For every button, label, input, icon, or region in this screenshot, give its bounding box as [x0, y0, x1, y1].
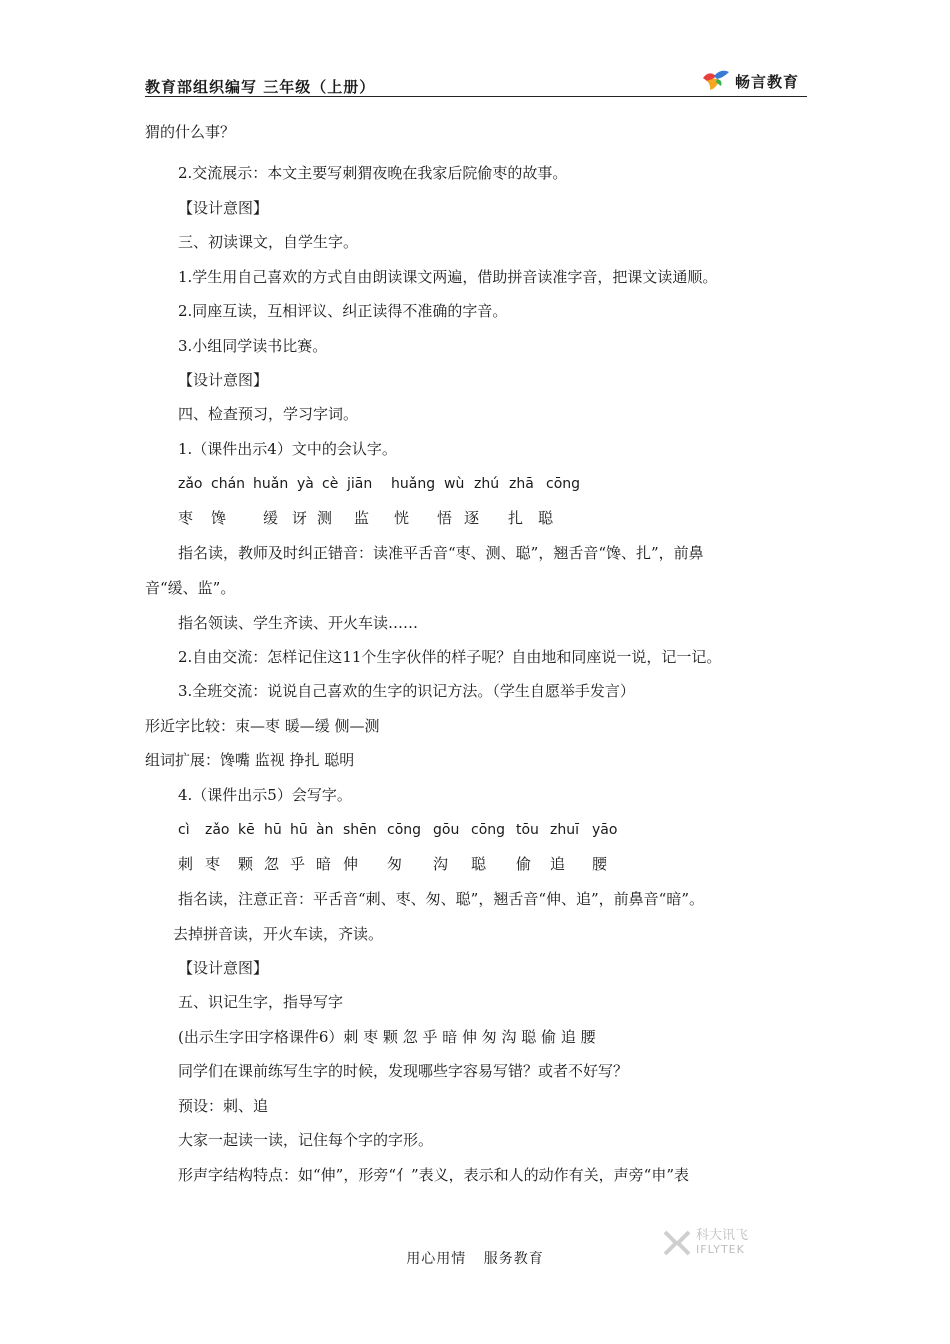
- hanzi: 忽: [264, 855, 280, 873]
- text-line: 音“缓、监”。: [145, 579, 236, 597]
- text-line: 1.学生用自己喜欢的方式自由朗读课文两遍，借助拼音读准字音，把课文读通顺。: [178, 268, 718, 286]
- section-note: 【设计意图】: [178, 199, 269, 217]
- text-line: 组词扩展：馋嘴 监视 挣扎 聪明: [145, 751, 355, 769]
- pinyin: cì: [178, 822, 190, 838]
- pinyin: àn: [316, 822, 334, 838]
- text-line: 3.小组同学读书比赛。: [178, 337, 328, 355]
- text-line: 指名读，教师及时纠正错音：读准平舌音“枣、测、聪”，翘舌音“馋、扎”，前鼻: [178, 544, 704, 562]
- brand: [701, 68, 799, 94]
- hanzi: 伸: [343, 855, 359, 873]
- pinyin: tōu: [516, 822, 539, 838]
- pinyin: cè: [322, 476, 339, 492]
- text-line: 猬的什么事？: [145, 123, 236, 141]
- text-line: 2.交流展示：本文主要写刺猬夜晚在我家后院偷枣的故事。: [178, 164, 568, 182]
- hanzi: 偷: [516, 855, 532, 873]
- hanzi: 颗: [238, 855, 254, 873]
- pinyin: chán: [211, 476, 246, 492]
- page-header: [145, 68, 807, 97]
- hanzi: 刺: [178, 855, 194, 873]
- pinyin: kē: [238, 822, 255, 838]
- footer-slogan-left: 用心用情: [406, 1251, 467, 1267]
- section-heading: 三、初读课文，自学生字。: [178, 233, 359, 251]
- watermark-cn: 科大讯飞: [696, 1228, 749, 1243]
- text-line: 形声字结构特点：如“伸”，形旁“亻”表义，表示和人的动作有关，声旁“申”表: [178, 1166, 690, 1184]
- section-heading: 四、检查预习，学习字词。: [178, 405, 359, 423]
- pinyin: huǎng: [391, 476, 436, 492]
- hanzi: 沟: [433, 855, 449, 873]
- pinyin: cōng: [546, 476, 581, 492]
- text-line: 3.全班交流：说说自己喜欢的生字的识记方法。（学生自愿举手发言）: [178, 682, 635, 700]
- pinyin: zǎo: [205, 822, 230, 838]
- hanzi: 乎: [290, 855, 306, 873]
- pinyin: zhú: [474, 476, 500, 492]
- footer-slogan-right: 服务教育: [483, 1251, 544, 1267]
- pinyin: cōng: [471, 822, 506, 838]
- text-line: 形近字比较：朿—枣 暖—缓 侧—测: [145, 717, 380, 735]
- pinyin: shēn: [343, 822, 377, 838]
- pinyin-row: [178, 820, 622, 840]
- header-title: 教育部组织编写 三年级（上册）: [145, 78, 376, 96]
- text-line: 1.（课件出示4）文中的会认字。: [178, 440, 397, 458]
- hanzi: 枣: [178, 509, 194, 527]
- pinyin: hū: [264, 822, 282, 838]
- pinyin: cōng: [387, 822, 422, 838]
- pinyin: zhā: [509, 476, 534, 492]
- text-line: 同学们在课前练写生字的时候，发现哪些字容易写错？或者不好写？: [178, 1062, 629, 1080]
- text-line: 预设：刺、追: [178, 1097, 269, 1115]
- text-line: 4.（课件出示5）会写字。: [178, 786, 352, 804]
- hanzi-row: [178, 854, 622, 874]
- hanzi: 恍: [394, 509, 410, 527]
- hanzi: 腰: [592, 855, 608, 873]
- hanzi: 缓: [263, 509, 279, 527]
- pinyin-row: [178, 474, 586, 494]
- hanzi: 测: [317, 509, 333, 527]
- hanzi: 暗: [316, 855, 332, 873]
- hanzi: 监: [354, 509, 370, 527]
- pinyin: hū: [290, 822, 308, 838]
- text-line: 2.自由交流：怎样记住这11个生字伙伴的样子呢？自由地和同座说一说，记一记。: [178, 648, 722, 666]
- hanzi: 逐: [464, 509, 480, 527]
- hanzi: 枣: [205, 855, 221, 873]
- pinyin: yāo: [592, 822, 618, 838]
- text-line: 大家一起读一读，记住每个字的字形。: [178, 1131, 434, 1149]
- hanzi: 聪: [538, 509, 554, 527]
- iflytek-watermark: [662, 1228, 748, 1258]
- section-note: 【设计意图】: [178, 371, 269, 389]
- text-line: 2.同座互读，互相评议、纠正读得不准确的字音。: [178, 302, 508, 320]
- iflytek-logo-icon: [662, 1228, 692, 1258]
- section-note: 【设计意图】: [178, 959, 269, 977]
- hanzi: 馋: [211, 509, 227, 527]
- hanzi: 追: [550, 855, 566, 873]
- hanzi: 聪: [471, 855, 487, 873]
- pinyin: zǎo: [178, 476, 203, 492]
- pinyin: zhuī: [550, 822, 579, 838]
- brand-name: 畅言教育: [734, 72, 799, 91]
- pinyin: huǎn: [253, 476, 289, 492]
- text-line: 指名领读、学生齐读、开火车读……: [178, 614, 419, 632]
- page-footer: [0, 1248, 950, 1268]
- section-heading: 五、识记生字，指导写字: [178, 993, 344, 1011]
- text-line: 去掉拼音读，开火车读，齐读。: [173, 925, 384, 943]
- text-line: 指名读，注意正音：平舌音“刺、枣、匆、聪”，翘舌音“伸、追”，前鼻音“暗”。: [178, 890, 705, 908]
- hanzi: 讶: [292, 509, 308, 527]
- pinyin: wù: [444, 476, 465, 492]
- pinyin: yà: [297, 476, 314, 492]
- hanzi-row: [178, 508, 558, 528]
- watermark-en: IFLYTEK: [696, 1243, 745, 1256]
- bird-logo-icon: [701, 68, 731, 94]
- text-line: (出示生字田字格课件6）刺 枣 颗 忽 乎 暗 伸 匆 沟 聪 偷 追 腰: [178, 1028, 596, 1046]
- hanzi: 匆: [387, 855, 403, 873]
- pinyin: gōu: [433, 822, 460, 838]
- pinyin: jiān: [347, 476, 373, 492]
- hanzi: 扎: [508, 509, 524, 527]
- hanzi: 悟: [437, 509, 453, 527]
